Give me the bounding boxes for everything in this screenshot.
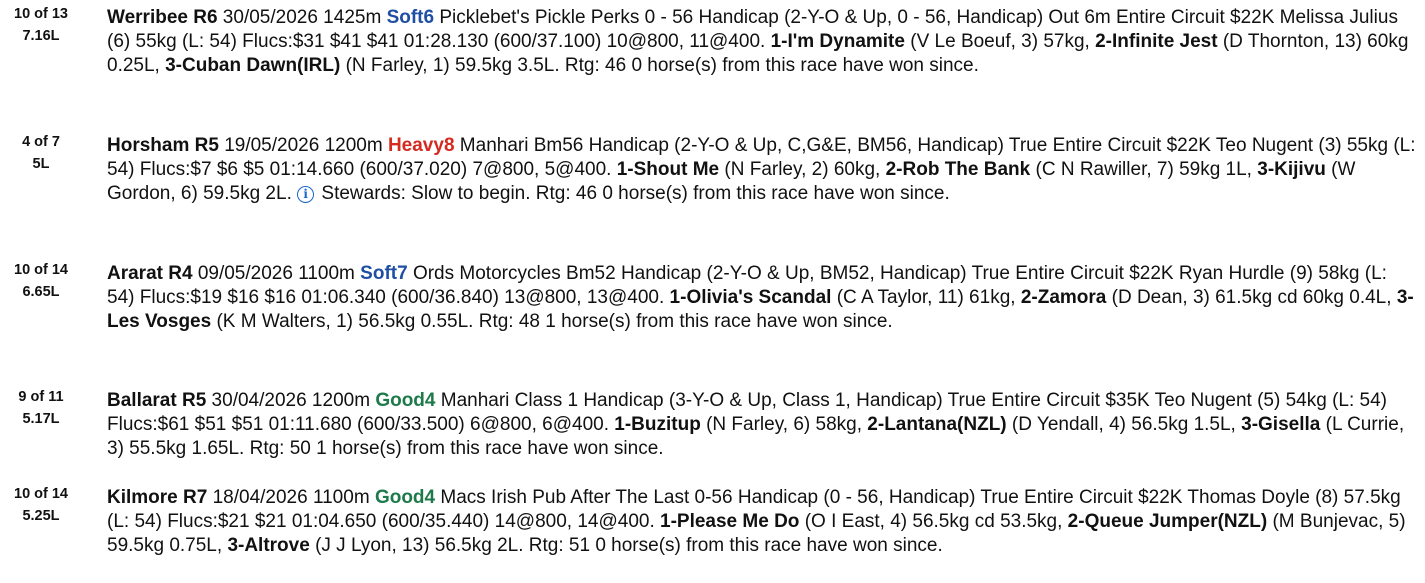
- finish-margin: 7.16L: [22, 28, 60, 44]
- second-name: 2-Infinite Jest: [1095, 31, 1218, 52]
- stewards-report: Stewards: Slow to begin.: [316, 183, 536, 204]
- winner-details: (V Le Boeuf, 3) 57kg,: [904, 31, 1096, 52]
- finish-summary: [0, 3, 82, 47]
- second-name: 2-Lantana(NZL): [867, 414, 1007, 435]
- race-description: Picklebet's Pickle Perks 0 - 56 Handicap (2-Y-O & Up, 0 - 56, Handicap) Out 6m Entire Circuit $22K Melissa Julius (6) 55kg (L: 54) Flucs:$31 $41 $41 01:28.130 (600/37.100) 10@800, 11@400.: [107, 7, 1398, 52]
- venue-race: Ararat R4: [107, 263, 193, 284]
- rating-and-winners: Rtg: 46 0 horse(s) from this race have won since.: [535, 183, 950, 204]
- race-description: Ords Motorcycles Bm52 Handicap (2-Y-O & Up, BM52, Handicap) True Entire Circuit $22K Ryan Hurdle (9) 58kg (L: 54) Flucs:$19 $16 $16 01:06.340 (600/36.840) 13@800, 13@400.: [107, 263, 1387, 308]
- second-details: (D Dean, 3) 61.5kg cd 60kg 0.4L,: [1106, 287, 1397, 308]
- winner-name: 1-Buzitup: [614, 414, 701, 435]
- second-details: (D Thornton, 13) 60kg 0.25L,: [107, 31, 1409, 76]
- finish-summary: [0, 131, 82, 175]
- finish-position: 10 of 14: [14, 262, 68, 278]
- finish-summary: [0, 386, 82, 430]
- finish-margin: 6.65L: [22, 284, 60, 300]
- rating-and-winners: Rtg: 46 0 horse(s) from this race have won since.: [564, 55, 979, 76]
- race-details: [107, 486, 1419, 558]
- finish-position: 10 of 14: [14, 486, 68, 502]
- third-name: 3-Kijivu: [1257, 159, 1326, 180]
- race-date-distance: 30/04/2026 1200m: [206, 390, 376, 411]
- track-condition: Heavy8: [387, 135, 455, 156]
- race-details: [107, 262, 1419, 334]
- track-condition: Soft6: [386, 7, 435, 28]
- finish-margin: 5.17L: [22, 411, 60, 427]
- rating-and-winners: Rtg: 50 1 horse(s) from this race have won since.: [249, 438, 664, 459]
- third-name: 3-Les Vosges: [107, 287, 1414, 332]
- rating-and-winners: Rtg: 48 1 horse(s) from this race have won since.: [478, 311, 893, 332]
- finish-position: 10 of 13: [14, 6, 68, 22]
- second-name: 2-Queue Jumper(NZL): [1067, 511, 1268, 532]
- info-circle-icon[interactable]: i: [297, 186, 314, 203]
- race-date-distance: 18/04/2026 1100m: [207, 487, 375, 508]
- race-date-distance: 09/05/2026 1100m: [192, 263, 361, 284]
- venue-race: Horsham R5: [107, 135, 219, 156]
- winner-name: 1-Shout Me: [616, 159, 720, 180]
- second-name: 2-Rob The Bank: [885, 159, 1031, 180]
- third-details: (K M Walters, 1) 56.5kg 0.55L.: [211, 311, 479, 332]
- rating-and-winners: Rtg: 51 0 horse(s) from this race have won since.: [528, 535, 943, 556]
- third-name: 3-Altrove: [227, 535, 310, 556]
- finish-summary: [0, 483, 82, 527]
- race-details: [107, 134, 1419, 206]
- third-name: 3-Gisella: [1241, 414, 1321, 435]
- race-details: [107, 389, 1419, 461]
- second-details: (D Yendall, 4) 56.5kg 1.5L,: [1006, 414, 1242, 435]
- race-date-distance: 19/05/2026 1200m: [218, 135, 388, 156]
- third-details: (N Farley, 1) 59.5kg 3.5L.: [340, 55, 565, 76]
- winner-name: 1-I'm Dynamite: [770, 31, 905, 52]
- finish-margin: 5.25L: [22, 508, 60, 524]
- race-date-distance: 30/05/2026 1425m: [217, 7, 387, 28]
- venue-race: Ballarat R5: [107, 390, 207, 411]
- finish-position: 4 of 7: [22, 134, 60, 150]
- track-condition: Soft7: [360, 263, 408, 284]
- third-details: (W Gordon, 6) 59.5kg 2L.: [107, 159, 1356, 204]
- venue-race: Kilmore R7: [107, 487, 208, 508]
- track-condition: Good4: [375, 390, 436, 411]
- winner-details: (N Farley, 2) 60kg,: [719, 159, 886, 180]
- finish-margin: 5L: [32, 156, 50, 172]
- race-description: Manhari Class 1 Handicap (3-Y-O & Up, Class 1, Handicap) True Entire Circuit $35K Teo Nugent (5) 54kg (L: 54) Flucs:$61 $51 $51 01:11.680 (600/33.500) 6@800, 6@400.: [107, 390, 1387, 435]
- second-details: (C N Rawiller, 7) 59kg 1L,: [1030, 159, 1258, 180]
- second-details: (M Bunjevac, 5) 59.5kg 0.75L,: [107, 511, 1406, 556]
- winner-details: (C A Taylor, 11) 61kg,: [831, 287, 1021, 308]
- venue-race: Werribee R6: [107, 7, 218, 28]
- second-name: 2-Zamora: [1020, 287, 1107, 308]
- track-condition: Good4: [374, 487, 436, 508]
- race-description: Macs Irish Pub After The Last 0-56 Handicap (0 - 56, Handicap) True Entire Circuit $22K Thomas Doyle (8) 57.5kg (L: 54) Flucs:$21 $21 01:04.650 (600/35.440) 14@800, 14@400.: [107, 487, 1401, 532]
- finish-summary: [0, 259, 82, 303]
- third-details: (L Currie, 3) 55.5kg 1.65L.: [107, 414, 1405, 459]
- race-details: [107, 6, 1419, 78]
- third-name: 3-Cuban Dawn(IRL): [165, 55, 341, 76]
- winner-name: 1-Olivia's Scandal: [669, 287, 832, 308]
- race-description: Manhari Bm56 Handicap (2-Y-O & Up, C,G&E, BM56, Handicap) True Entire Circuit $22K Teo Nugent (3) 55kg (L: 54) Flucs:$7 $6 $5 01:14.660 (600/37.020) 7@800, 5@400.: [107, 135, 1416, 180]
- winner-name: 1-Please Me Do: [660, 511, 800, 532]
- winner-details: (O I East, 4) 56.5kg cd 53.5kg,: [799, 511, 1068, 532]
- winner-details: (N Farley, 6) 58kg,: [700, 414, 868, 435]
- finish-position: 9 of 11: [18, 389, 64, 405]
- third-details: (J J Lyon, 13) 56.5kg 2L.: [309, 535, 529, 556]
